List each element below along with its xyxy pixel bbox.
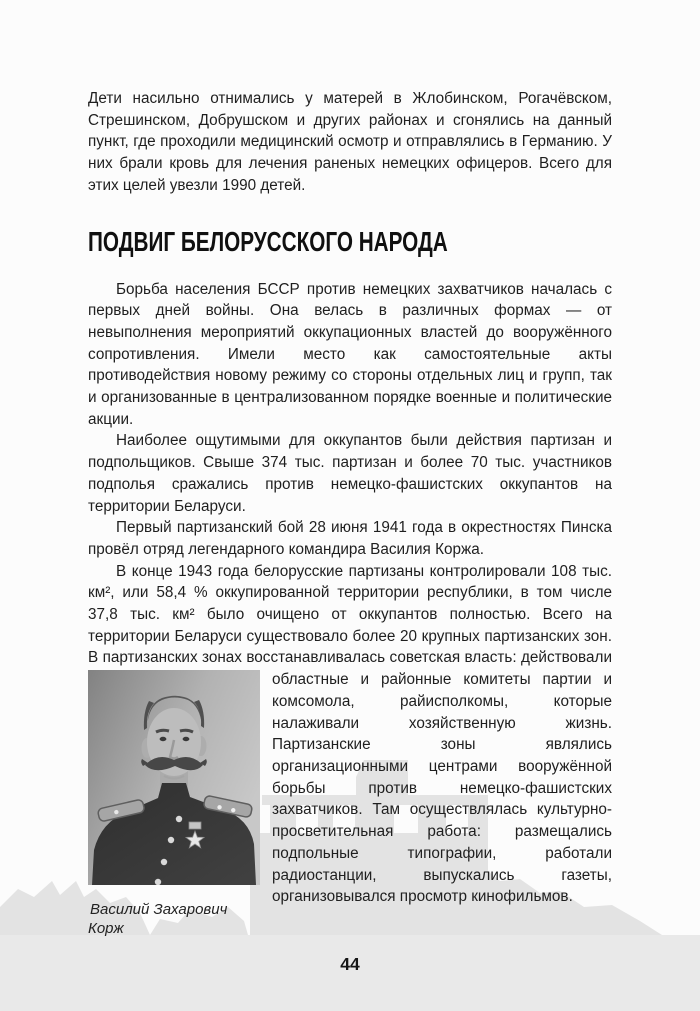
paragraph-with-photo: [88, 561, 612, 938]
body-paragraph-3: Первый партизанский бой 28 июня 1941 года в окрестностях Пинска провёл отряд легендарного командира Василия Коржа.: [88, 519, 612, 558]
photo-caption: Василий Захарович Корж: [88, 900, 228, 937]
body-paragraph-2: Наиболее ощутимыми для оккупантов были действия партизан и подпольщиков. Свыше 374 тыс. партизан и более 70 тыс. участников подполья сражались против немецко-фашистских оккупантов на территории Беларуси.: [88, 432, 612, 515]
section-heading-text: ПОДВИГ БЕЛОРУССКОГО НАРОДА: [88, 225, 448, 257]
korzh-portrait-photo: [88, 670, 260, 885]
body-paragraph-1: Борьба населения БССР против немецких захватчиков началась с первых дней войны. Она велась в различных формах — от невыполнения мероприятий оккупационных властей до вооружённого сопротивления. Имели место как самостоятельные акты противодействия новому режиму со стороны отдельных лиц и групп, так и организованные в централизованном порядке военные и политические акции.: [88, 280, 612, 428]
photo-figure: [88, 670, 260, 938]
body-paragraph-4: В конце 1943 года белорусские партизаны контролировали 108 тыс. км², или 58,4 % оккупированной территории республики, в том числе 37,8 тыс. км² было очищено от оккупантов полностью. Всего на территории Беларуси существовало более 20 крупных партизанских зон. В партизанских зонах восстанавливалась советская власть: действовали областные и районные комитеты партии и комсомола, райисполкомы, которые налаживали хозяйственную жизнь. Партизанские зоны являлись организационными центрами вооружённой борьбы против немецко-фашистских захватчиков. Там осуществлялась культурно-просветительная работа: размещались подпольные типографии, работали радиостанции, выпускались газеты, организовывался просмотр кинофильмов.: [88, 562, 612, 906]
intro-paragraph: Дети насильно отнимались у матерей в Жлобинском, Рогачёвском, Стрешинском, Добрушском и других районах и сгонялись на данный пункт, где проходили медицинский осмотр и отправлялись в Германию. У них брали кровь для лечения раненых немецких офицеров. Всего для этих целей увезли 1990 детей.: [88, 90, 612, 194]
page-number: 44: [340, 953, 360, 974]
section-heading: [88, 223, 612, 261]
